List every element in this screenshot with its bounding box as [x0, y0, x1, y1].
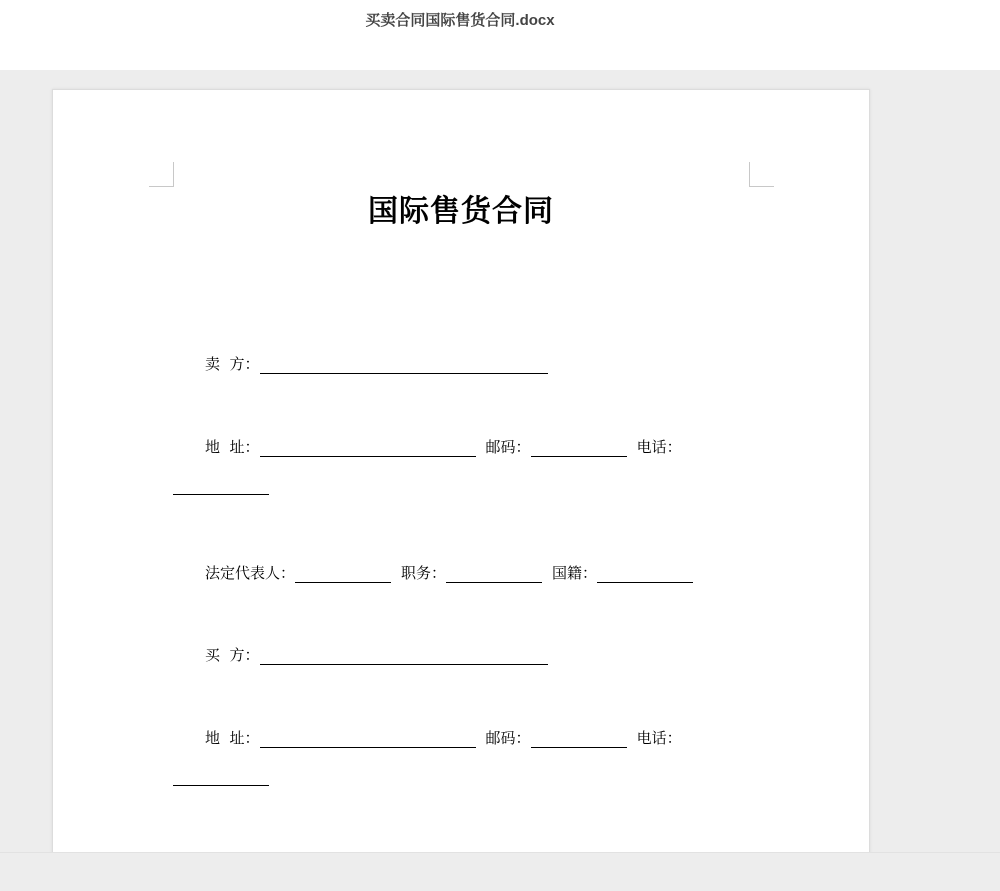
seller-address-label: 地 址： — [205, 438, 260, 456]
document-title: 国际售货合同 — [368, 194, 554, 229]
title-bar — [0, 0, 1000, 70]
legal-rep-line — [205, 562, 697, 583]
buyer-phone-continuation — [173, 769, 273, 786]
seller-postcode-blank[interactable] — [531, 440, 627, 457]
legal-rep-label: 法定代表人： — [205, 564, 296, 582]
buyer-phone-blank[interactable] — [173, 769, 269, 786]
position-label: 职务： — [401, 564, 447, 582]
document-page[interactable] — [52, 89, 870, 871]
buyer-address-label: 地 址： — [205, 729, 260, 747]
buyer-name-blank[interactable] — [260, 648, 548, 665]
nationality-label: 国籍： — [552, 564, 598, 582]
margin-corner-top-right — [749, 162, 774, 187]
seller-phone-continuation — [173, 478, 273, 495]
nationality-blank[interactable] — [597, 566, 693, 583]
document-workspace[interactable] — [0, 70, 1000, 890]
seller-phone-label: 电话： — [636, 438, 682, 456]
buyer-phone-label: 电话： — [636, 729, 682, 747]
buyer-address-line — [205, 727, 682, 748]
seller-label: 卖 方： — [205, 355, 260, 373]
seller-line — [205, 353, 552, 374]
file-name: 买卖合同国际售货合同.docx — [365, 12, 555, 29]
margin-corner-top-left — [149, 162, 174, 187]
seller-postcode-label: 邮码： — [485, 438, 531, 456]
seller-address-blank[interactable] — [260, 440, 476, 457]
seller-phone-blank[interactable] — [173, 478, 269, 495]
buyer-line — [205, 644, 552, 665]
buyer-postcode-blank[interactable] — [531, 731, 627, 748]
buyer-label: 买 方： — [205, 646, 260, 664]
position-blank[interactable] — [446, 566, 542, 583]
seller-name-blank[interactable] — [260, 357, 548, 374]
legal-rep-blank[interactable] — [295, 566, 391, 583]
buyer-address-blank[interactable] — [260, 731, 476, 748]
buyer-postcode-label: 邮码： — [485, 729, 531, 747]
seller-address-line — [205, 436, 682, 457]
status-bar — [0, 852, 1000, 891]
